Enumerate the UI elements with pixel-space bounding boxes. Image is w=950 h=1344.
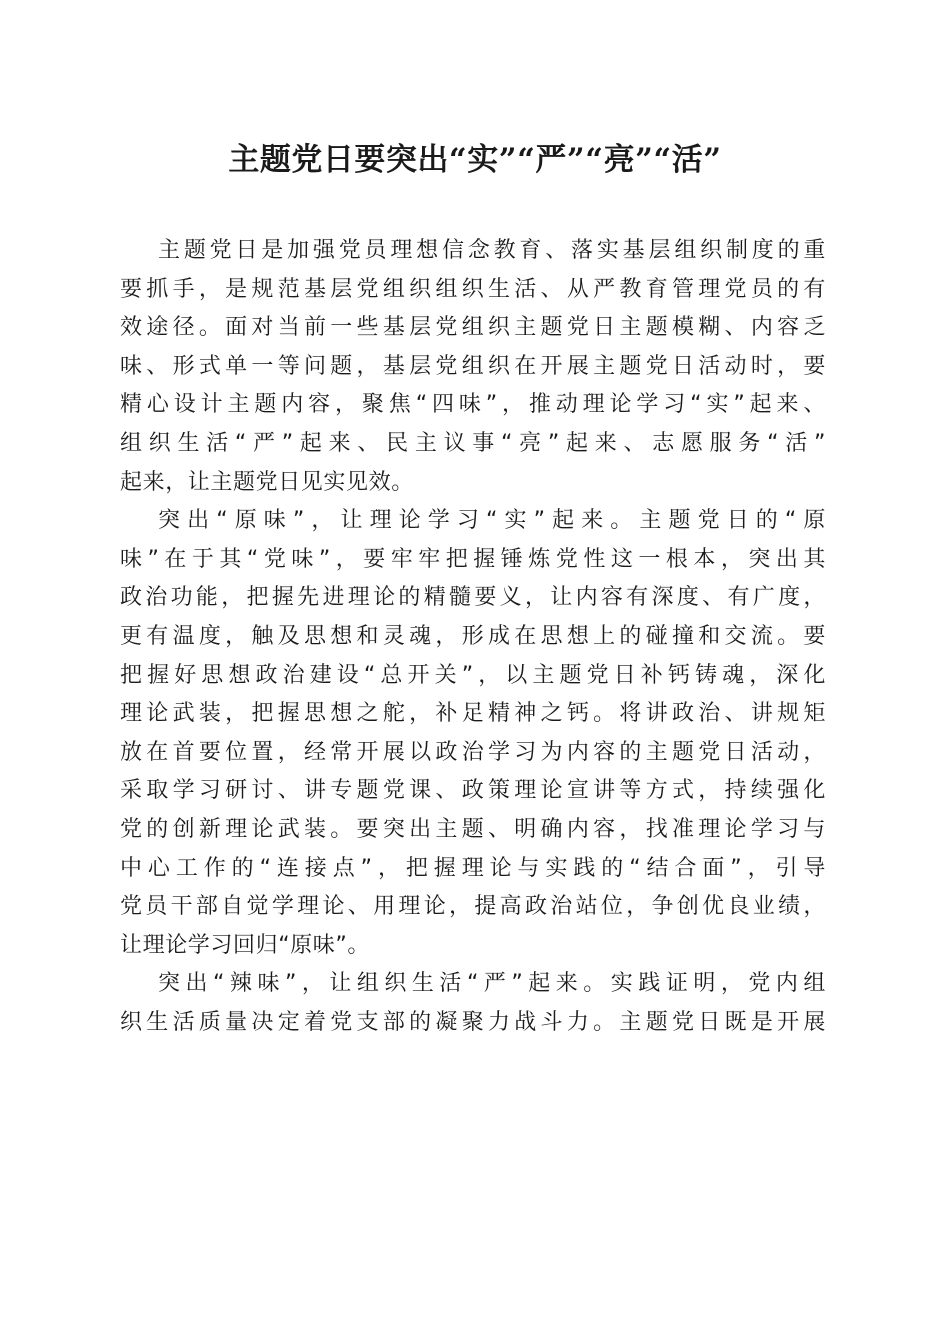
text-line: 突出“辣味”，让组织生活“严”起来。实践证明，党内组 — [158, 971, 826, 997]
text-line: 党的创新理论武装。要突出主题、明确内容，找准理论学习与 — [120, 816, 826, 842]
text-line: 采取学习研讨、讲专题党课、政策理论宣讲等方式，持续强化 — [120, 778, 826, 804]
text-line: 中心工作的“连接点”，把握理论与实践的“结合面”，引导 — [120, 855, 826, 881]
text-line: 组织生活“严”起来、民主议事“亮”起来、志愿服务“活” — [120, 430, 826, 456]
text-line: 主题党日是加强党员理想信念教育、落实基层组织制度的重 — [158, 238, 826, 263]
paragraph-organization-life — [120, 965, 826, 1042]
paragraph-intro — [120, 232, 826, 502]
text-line: 要抓手，是规范基层党组织组织生活、从严教育管理党员的有 — [120, 276, 826, 302]
text-line: 起来，让主题党日见实见效。 — [120, 469, 414, 495]
text-line: 更有温度，触及思想和灵魂，形成在思想上的碰撞和交流。要 — [120, 623, 826, 649]
document-body — [120, 232, 826, 1042]
text-line: 味、形式单一等问题，基层党组织在开展主题党日活动时，要 — [120, 353, 826, 379]
text-line: 精心设计主题内容，聚焦“四味”，推动理论学习“实”起来、 — [120, 392, 826, 418]
text-line: 政治功能，把握先进理论的精髓要义，让内容有深度、有广度， — [120, 585, 826, 611]
text-line: 放在首要位置，经常开展以政治学习为内容的主题党日活动， — [120, 739, 826, 765]
text-line: 织生活质量决定着党支部的凝聚力战斗力。主题党日既是开展 — [120, 1009, 826, 1035]
text-line: 党员干部自觉学理论、用理论，提高政治站位，争创优良业绩， — [120, 894, 826, 920]
document-title: 主题党日要突出“实”“严”“亮”“活” — [228, 142, 722, 178]
paragraph-theory-study — [120, 502, 826, 965]
text-line: 让理论学习回归“原味”。 — [120, 932, 370, 958]
text-line: 效途径。面对当前一些基层党组织主题党日主题模糊、内容乏 — [120, 315, 826, 341]
text-line: 把握好思想政治建设“总开关”，以主题党日补钙铸魂，深化 — [120, 662, 826, 688]
text-line: 理论武装，把握思想之舵，补足精神之钙。将讲政治、讲规矩 — [120, 701, 826, 727]
text-line: 味”在于其“党味”，要牢牢把握锤炼党性这一根本，突出其 — [120, 546, 826, 572]
text-line: 突出“原味”，让理论学习“实”起来。主题党日的“原 — [158, 508, 826, 534]
